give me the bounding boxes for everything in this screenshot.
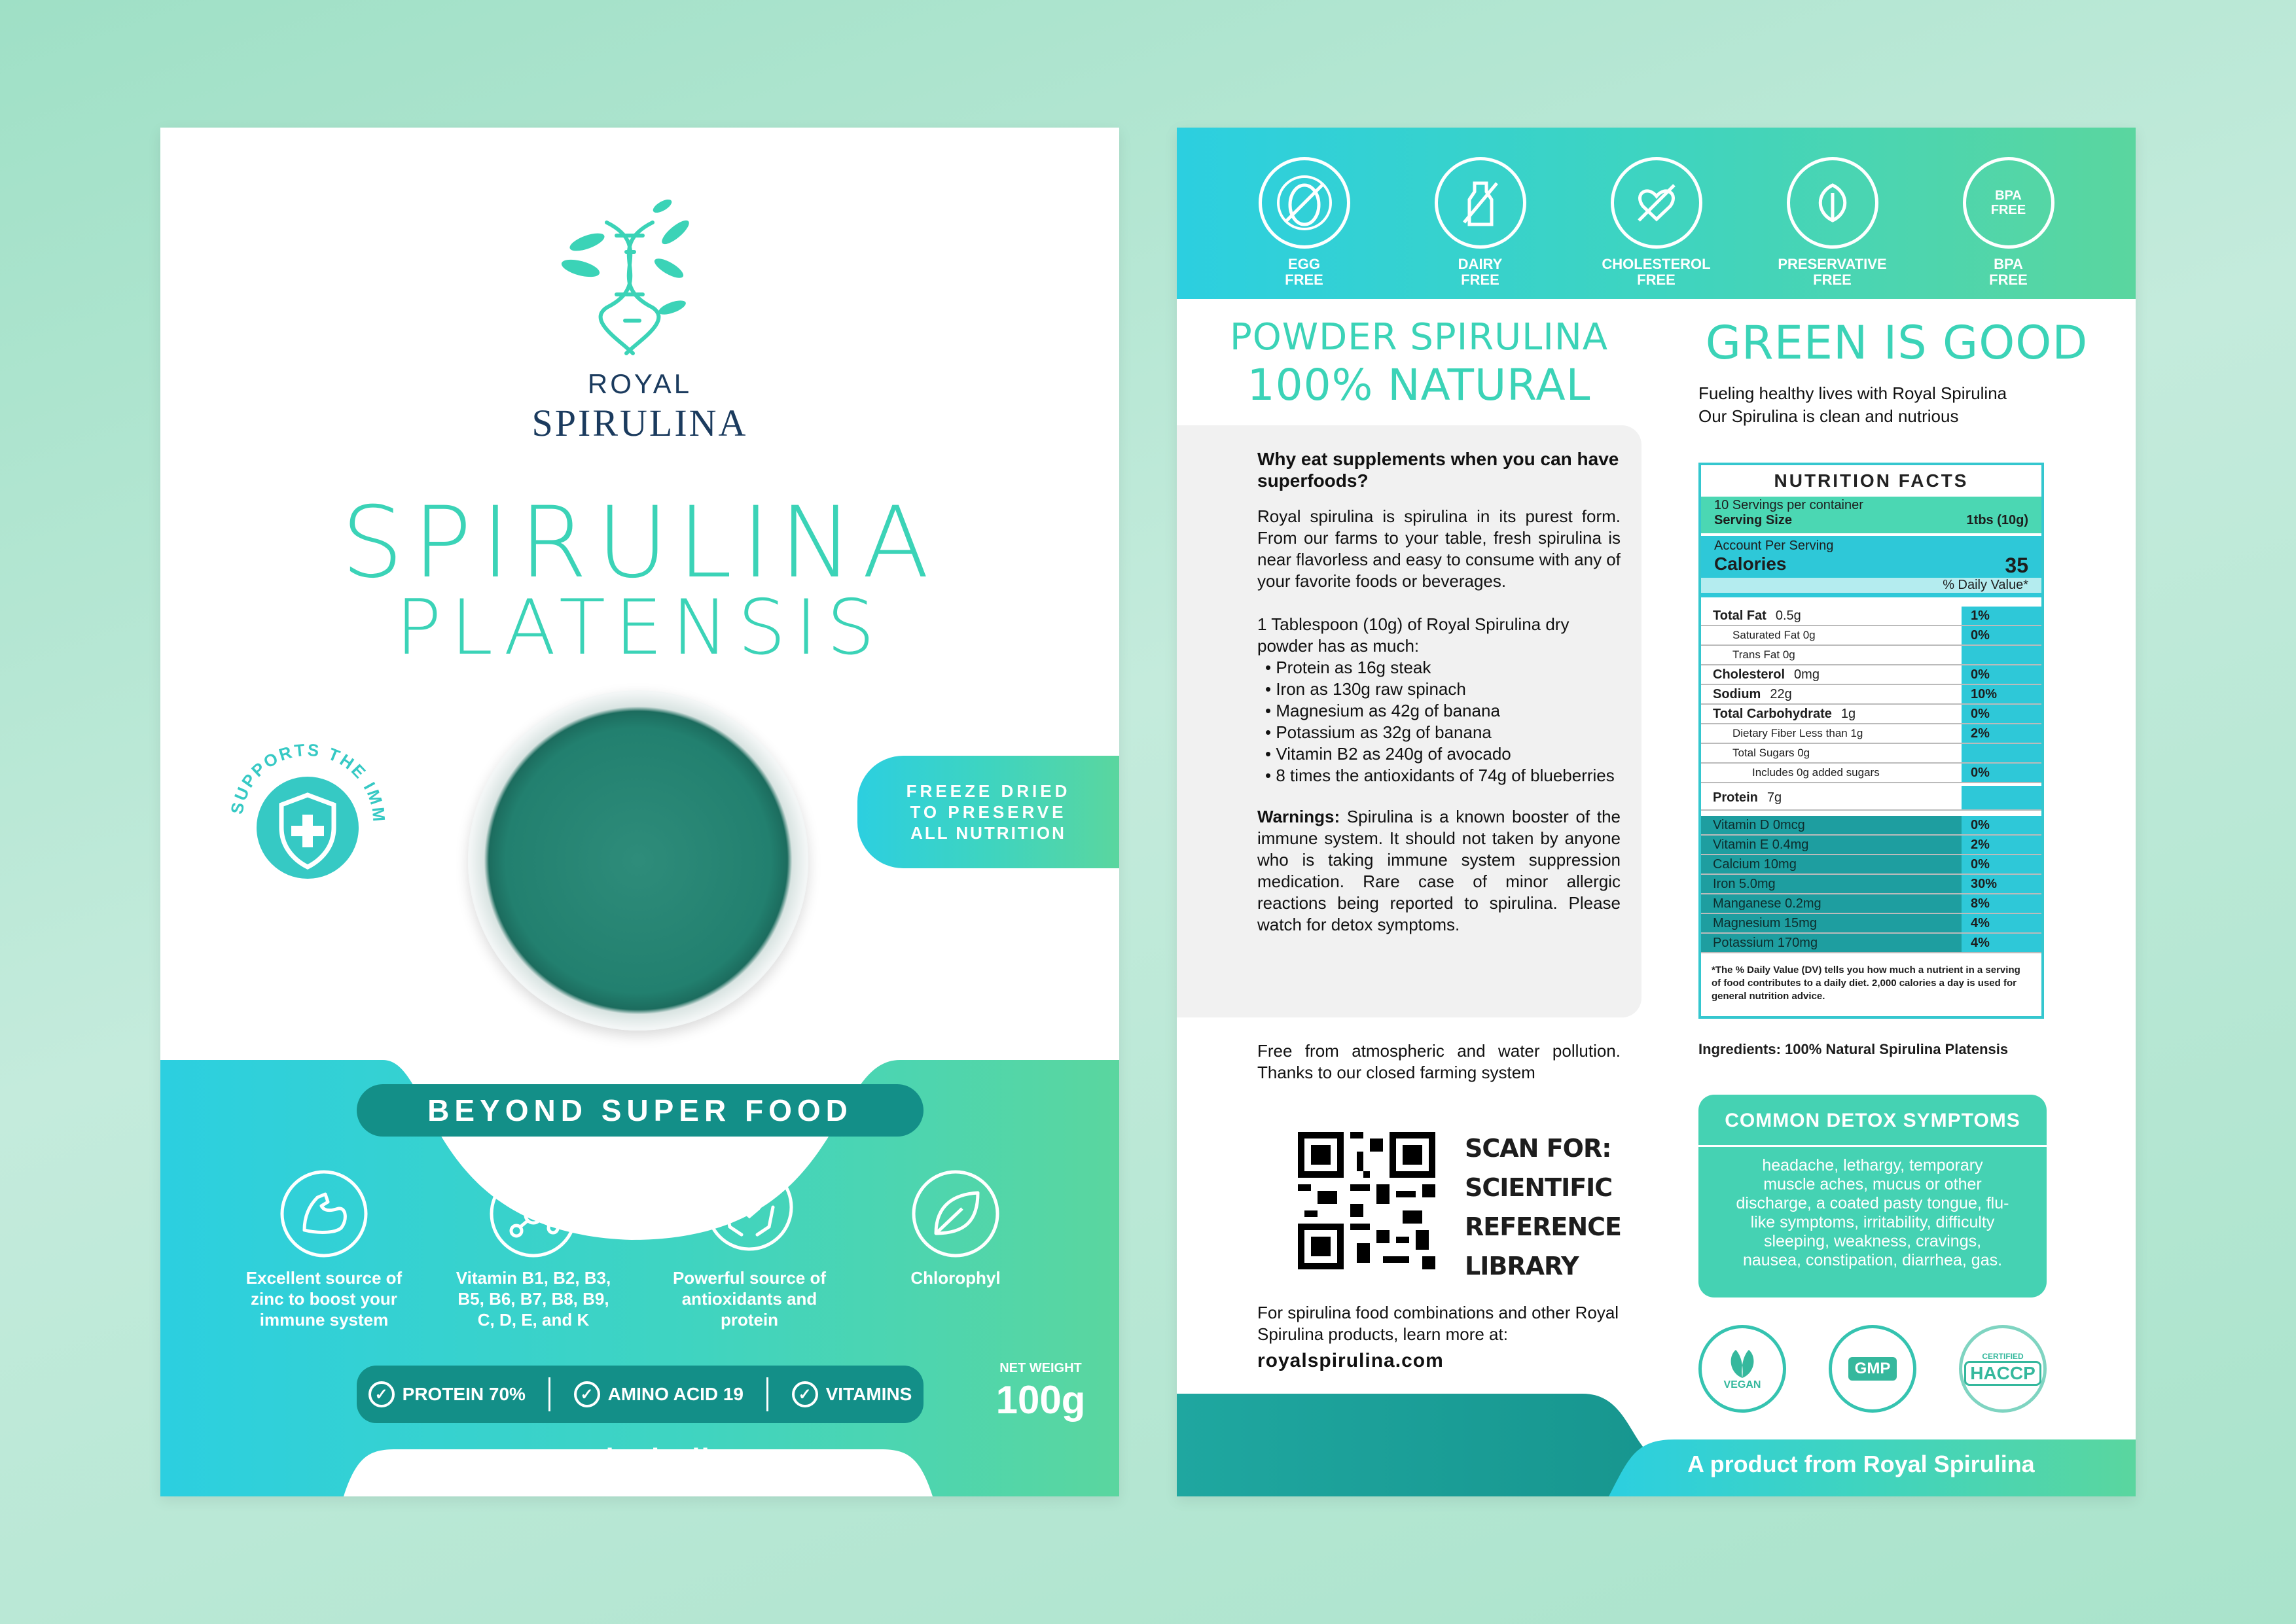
vitamin-row: Iron 5.0mg 30% bbox=[1701, 875, 2041, 894]
ingredients-text: Ingredients: 100% Natural Spirulina Platensis bbox=[1698, 1041, 2009, 1057]
dna-leaf-logo-icon bbox=[561, 196, 698, 360]
stat-protein: ✓ PROTEIN 70% bbox=[368, 1381, 526, 1407]
nutrient-row: Dietary Fiber Less than 1g 2% bbox=[1701, 724, 2041, 744]
vitamin-rows bbox=[1701, 816, 2041, 953]
product-title-line1: SPIRULINA bbox=[341, 486, 939, 600]
net-weight-value: 100g bbox=[996, 1378, 1086, 1422]
dairy-free-icon bbox=[1435, 157, 1526, 249]
daily-value-footnote: *The % Daily Value (DV) tells you how much a nutrient in a serving of food contributes to a daily diet. 2,000 calories a day is used for general nutrition advice. bbox=[1712, 964, 2020, 1002]
stat-vitamins: ✓ VITAMINS bbox=[792, 1381, 912, 1407]
tablespoon-intro: 1 Tablespoon (10g) of Royal Spirulina dry powder has as much: bbox=[1257, 614, 1570, 656]
learn-more-url[interactable]: royalspirulina.com bbox=[1257, 1350, 1444, 1371]
nutrient-rows bbox=[1701, 607, 2041, 811]
tagline-1: Fueling healthy lives with Royal Spirulina bbox=[1698, 383, 2007, 403]
free-badges-row bbox=[1177, 157, 2136, 288]
cholesterol-free-badge: CHOLESTEROL FREE bbox=[1585, 157, 1729, 288]
gmp-icon: GMP bbox=[1829, 1325, 1916, 1413]
vitamin-row: Magnesium 15mg 4% bbox=[1701, 914, 2041, 934]
benefit-zinc: Excellent source of zinc to boost your immune system bbox=[245, 1268, 403, 1330]
nutrient-row: Protein 7g bbox=[1701, 786, 2041, 811]
back-label-panel bbox=[1177, 128, 2136, 1496]
nutrient-row: Sodium 22g 10% bbox=[1701, 685, 2041, 705]
freeze-dried-line3: ALL NUTRITION bbox=[910, 823, 1066, 843]
warnings-paragraph: Warnings: Spirulina is a known booster of the immune system. It should not taken by anyone who is taking immune system suppression medication. Rare case of minor allergic reactions being reported to spirulina. Please watch for detox symptoms. bbox=[1257, 807, 1621, 934]
egg-free-badge: EGG FREE bbox=[1232, 157, 1376, 288]
powder-heading: POWDER SPIRULINA bbox=[1229, 316, 1609, 359]
product-title-line2: PLATENSIS bbox=[395, 584, 884, 672]
benefit-chlorophyl: Chlorophyl bbox=[910, 1268, 1001, 1288]
scan-label: SCAN FOR: SCIENTIFIC REFERENCE LIBRARY bbox=[1465, 1134, 1622, 1280]
serving-info: 10 Servings per container Serving Size 1tbs (10g) bbox=[1701, 497, 2041, 533]
vitamin-row: Calcium 10mg 0% bbox=[1701, 855, 2041, 875]
info-card-text bbox=[1257, 448, 1621, 936]
front-label-panel bbox=[160, 128, 1119, 1496]
nutrient-row: Includes 0g added sugars 0% bbox=[1701, 764, 2041, 783]
check-icon: ✓ bbox=[368, 1381, 395, 1407]
immune-badge-text: SUPPORTS THE IMM bbox=[226, 739, 389, 824]
learn-more-text: For spirulina food combinations and other Royal Spirulina products, learn more at: bbox=[1257, 1303, 1619, 1344]
superfood-question: Why eat supplements when you can have superfoods? bbox=[1257, 449, 1619, 491]
detox-box bbox=[1698, 1095, 2047, 1297]
spirulina-powder-bowl-image bbox=[468, 690, 808, 1031]
website-url: www.royalspirulina.com bbox=[460, 1443, 819, 1475]
preservative-free-icon bbox=[1787, 157, 1878, 249]
bpa-free-icon: BPA FREE bbox=[1963, 157, 2054, 249]
nutrient-row: Cholesterol 0mg 0% bbox=[1701, 665, 2041, 685]
nutrient-row: Saturated Fat 0g 0% bbox=[1701, 626, 2041, 646]
calories-block: Account Per Serving Calories 35 % Daily Value* bbox=[1701, 533, 2041, 597]
bullet-item: • Protein as 16g steak bbox=[1265, 658, 1431, 677]
benefit-antioxidants: Powerful source of antioxidants and protein bbox=[672, 1268, 827, 1330]
nutrient-row: Total Sugars 0g bbox=[1701, 744, 2041, 764]
footer-product-text: A product from Royal Spirulina bbox=[1687, 1451, 2035, 1477]
cholesterol-free-icon bbox=[1611, 157, 1702, 249]
stat-amino-acid: ✓ AMINO ACID 19 bbox=[574, 1381, 744, 1407]
nutrient-bullets bbox=[1257, 657, 1621, 786]
vegan-icon: VEGAN bbox=[1698, 1325, 1786, 1413]
nutrient-row: Trans Fat 0g bbox=[1701, 646, 2041, 665]
freeze-dried-tag bbox=[857, 756, 1119, 868]
detox-list: headache, lethargy, temporary muscle aches, mucus or other discharge, a coated pasty tongue, flu- like symptoms, irritability, difficulty sleeping, weakness, cravings, nausea, constipation, diarrhea, gas. bbox=[1736, 1156, 2009, 1269]
beyond-super-food-banner: BEYOND SUPER FOOD bbox=[357, 1084, 924, 1137]
nutrition-title: NUTRITION FACTS bbox=[1774, 470, 1969, 491]
bullet-item: • 8 times the antioxidants of 74g of blueberries bbox=[1265, 766, 1615, 785]
net-weight-label: NET WEIGHT bbox=[999, 1361, 1082, 1375]
green-is-good-heading: GREEN IS GOOD bbox=[1705, 316, 2089, 370]
vitamin-row: Vitamin E 0.4mg 2% bbox=[1701, 836, 2041, 855]
dairy-free-badge: DAIRY FREE bbox=[1408, 157, 1552, 288]
bpa-free-badge: BPA FREE BPA FREE bbox=[1937, 157, 2081, 288]
nutrition-facts-panel bbox=[1698, 463, 2044, 1019]
brand-name-top: ROYAL bbox=[587, 368, 692, 399]
preservative-free-badge: PRESERVATIVE FREE bbox=[1761, 157, 1905, 288]
vitamin-row: Potassium 170mg 4% bbox=[1701, 934, 2041, 953]
nutrient-row: Total Fat 0.5g 1% bbox=[1701, 607, 2041, 626]
vitamin-row: Manganese 0.2mg 8% bbox=[1701, 894, 2041, 914]
stats-bar bbox=[357, 1366, 924, 1423]
natural-heading: 100% NATURAL bbox=[1247, 360, 1591, 410]
heart-hands-icon bbox=[704, 1161, 795, 1253]
vitamin-row: Vitamin D 0mcg 0% bbox=[1701, 816, 2041, 836]
molecule-icon bbox=[488, 1168, 579, 1260]
intro-paragraph: Royal spirulina is spirulina in its purest form. From our farms to your table, fresh spirulina is near flavorless and easy to consume with any of your favorite foods or beverages. bbox=[1257, 506, 1621, 591]
free-from-text: Free from atmospheric and water pollution. Thanks to our closed farming system bbox=[1257, 1041, 1621, 1082]
bullet-item: • Vitamin B2 as 240g of avocado bbox=[1265, 744, 1511, 764]
bullet-item: • Potassium as 32g of banana bbox=[1265, 722, 1492, 742]
egg-free-icon bbox=[1259, 157, 1350, 249]
brand-name-bottom: SPIRULINA bbox=[531, 402, 748, 444]
tagline-2: Our Spirulina is clean and nutrious bbox=[1698, 406, 1959, 426]
detox-title: COMMON DETOX SYMPTOMS bbox=[1698, 1095, 2047, 1147]
immune-badge bbox=[219, 733, 396, 909]
check-icon: ✓ bbox=[792, 1381, 818, 1407]
check-icon: ✓ bbox=[574, 1381, 600, 1407]
qr-code-icon[interactable] bbox=[1298, 1132, 1435, 1269]
bullet-item: • Iron as 130g raw spinach bbox=[1265, 679, 1466, 699]
haccp-icon: CERTIFIED HACCP bbox=[1959, 1325, 2047, 1413]
freeze-dried-line1: FREEZE DRIED bbox=[906, 781, 1071, 801]
certifications-row bbox=[1698, 1325, 2047, 1413]
nutrient-row: Total Carbohydrate 1g 0% bbox=[1701, 705, 2041, 724]
benefit-vitamins: Vitamin B1, B2, B3, B5, B6, B7, B8, B9, C, D, E, and K bbox=[456, 1268, 611, 1330]
freeze-dried-line2: TO PRESERVE bbox=[910, 802, 1067, 822]
muscle-icon bbox=[278, 1168, 370, 1260]
leaf-icon bbox=[910, 1168, 1001, 1260]
bullet-item: • Magnesium as 42g of banana bbox=[1265, 701, 1500, 720]
